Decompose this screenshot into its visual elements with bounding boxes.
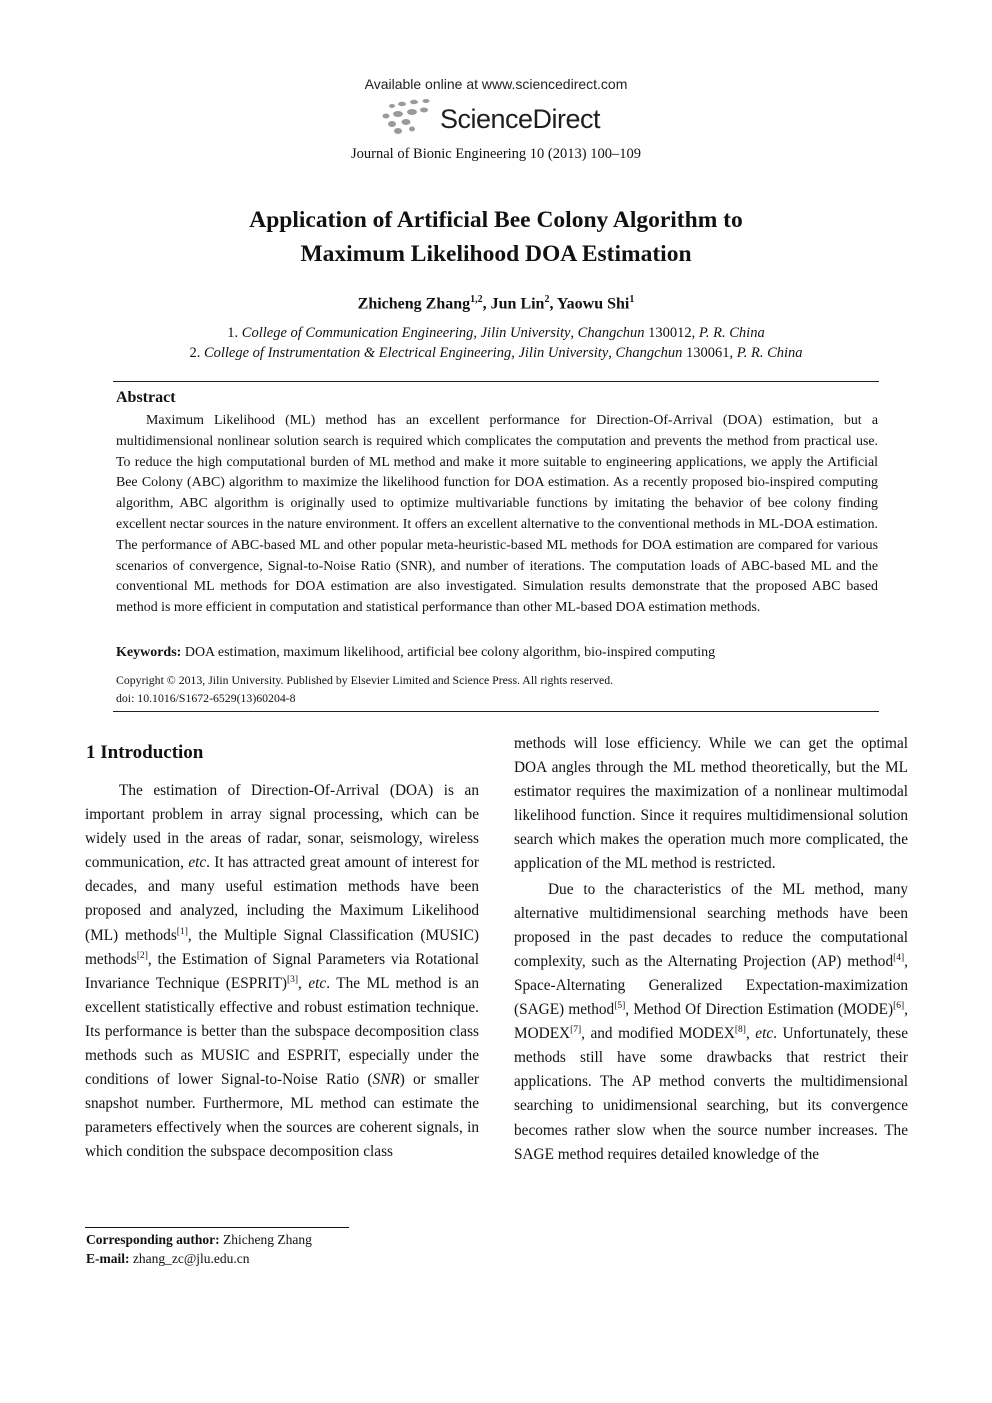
keywords (116, 645, 878, 661)
footnote-rule (85, 1227, 349, 1228)
footnote (86, 1230, 312, 1268)
corresponding-author: Corresponding author: Zhicheng Zhang (86, 1232, 312, 1247)
citation-ref: [8] (734, 1025, 746, 1036)
citation-ref: [4] (893, 952, 905, 963)
abstract-heading: Abstract (116, 389, 176, 406)
left-column (85, 779, 479, 1165)
journal-line: Journal of Bionic Engineering 10 (2013) 100–109 (351, 146, 641, 162)
author-name: Zhicheng Zhang (357, 295, 471, 313)
citation-ref: [5] (614, 1000, 626, 1011)
citation-ref: [1] (176, 926, 188, 937)
abstract-top-rule (113, 381, 879, 382)
citation-ref: [3] (286, 974, 299, 985)
available-online-text: Available online at www.sciencedirect.com (364, 76, 628, 92)
affiliation-2: 2. College of Instrumentation & Electrical Engineering, Jilin University, Changchun 130061, P. R. China (189, 345, 803, 361)
author-affil: 2 (544, 294, 550, 305)
section-heading-introduction: 1 Introduction (86, 742, 204, 763)
citation-ref: [7] (570, 1025, 582, 1036)
author-name: Jun Lin (490, 295, 545, 313)
keywords-list: DOA estimation, maximum likelihood, artificial bee colony algorithm, bio-inspired computing (184, 645, 716, 660)
intro-paragraph-1-cont: methods will lose efficiency. While we can get the optimal DOA angles through the ML method theoretically, but the ML estimator requires the maximization of a nonlinear multimodal likelihood function. Since it requires multidimensional solution search which makes the operation much more complicated, the application of the ML method is restricted. (514, 735, 908, 873)
right-column (514, 732, 908, 1167)
author-email: E-mail: zhang_zc@jlu.edu.cn (86, 1251, 250, 1266)
author-affil: 1 (629, 294, 635, 305)
intro-paragraph-2: Due to the characteristics of the ML method, many alternative multidimensional searching methods have been proposed in the past decades to reduce the computational complexity, such as the Alternating Projection (AP) method[4], Space-Alternating Generalized Expectation-maximization (SAGE) method[5], Method Of Direction Estimation (MODE)[6], MODEX[7], and modified MODEX[8], etc. Unfortunately, these methods still have some drawbacks that restrict their applications. The AP method converts the multidimensional searching to unidimensional searching, but its convergence becomes rather slow when the source number increases. The SAGE method requires detailed knowledge of the (514, 880, 908, 1163)
keywords-label: Keywords: (116, 645, 182, 660)
title-line-2: Maximum Likelihood DOA Estimation (300, 241, 692, 267)
author-affil: 1,2 (470, 294, 483, 305)
copyright-line: Copyright © 2013, Jilin University. Published by Elsevier Limited and Science Press. All rights reserved. (116, 673, 614, 687)
citation-ref: [6] (893, 1000, 905, 1011)
author-name: Yaowu Shi (556, 295, 630, 313)
citation-ref: [2] (136, 950, 148, 961)
abstract-bottom-rule (113, 711, 879, 712)
title-line-1: Application of Artificial Bee Colony Algorithm to (249, 207, 743, 233)
author-list: Zhicheng Zhang$^{1,2}$, Jun Lin$^2$, Yaowu Shi$^1$ (357, 294, 635, 313)
intro-paragraph-1: The estimation of Direction-Of-Arrival (DOA) is an important problem in array signal processing, which can be widely used in the areas of radar, sonar, seismology, wireless communication, etc. It has attracted great amount of interest for decades, and many useful estimation methods have been proposed and analyzed, including the Maximum Likelihood (ML) methods[1], the Multiple Signal Classification (MUSIC) methods[2], the Estimation of Signal Parameters via Rotational Invariance Technique (ESPRIT)[3], etc. The ML method is an excellent statistically effective and robust estimation technique. Its performance is better than the subspace decomposition class methods such as MUSIC and ESPRIT, especially under the conditions of lower Signal-to-Noise Ratio (SNR) or smaller snapshot number. Furthermore, ML method can estimate the parameters effectively when the sources are coherent signals, in which condition the subspace decomposition class (85, 782, 480, 1161)
sciencedirect-brand: ScienceDirect (440, 104, 601, 134)
paper-title (0, 203, 992, 271)
copyright-block (116, 671, 613, 707)
doi-line: doi: 10.1016/S1672-6529(13)60204-8 (116, 691, 296, 705)
abstract-text: Maximum Likelihood (ML) method has an excellent performance for Direction-Of-Arrival (DOA) estimation, but a multidimensional nonlinear solution search is required which complicates the computation and prevents the method from practical use. To reduce the high computational burden of ML method and make it more suitable to engineering applications, we apply the Artificial Bee Colony (ABC) algorithm to maximize the likelihood function for DOA estimation. As a recently proposed bio-inspired computing algorithm, ABC algorithm is originally used to optimize multivariable functions by imitating the behavior of bee colony finding excellent nectar sources in the nature environment. It offers an excellent alternative to the conventional methods in ML-DOA estimation. The performance of ABC-based ML and other popular meta-heuristic-based ML methods for DOA estimation are compared for various scenarios of convergence, Signal-to-Noise Ratio (SNR), and number of iterations. The computation loads of ABC-based ML and the conventional ML methods for DOA estimation are also investigated. Simulation results demonstrate that the proposed ABC based method is more efficient in computation and statistical performance than other ML-based DOA estimation methods. (116, 413, 878, 616)
affiliation-1: 1. College of Communication Engineering, Jilin University, Changchun 130012, P. R. China (227, 325, 765, 341)
